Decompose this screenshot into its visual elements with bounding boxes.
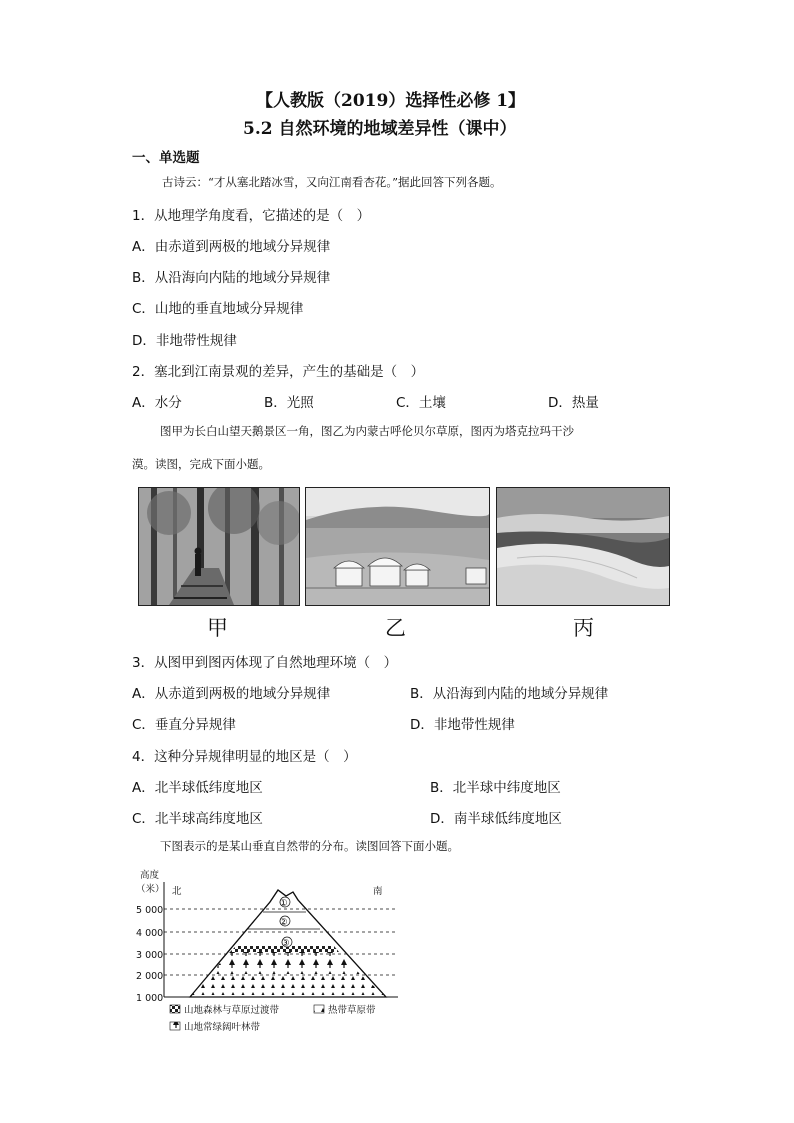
grassland-image: [306, 488, 489, 605]
zone-1-label: ①: [279, 898, 288, 909]
question-2-option-b[interactable]: B．光照: [264, 395, 314, 411]
photo-grassland: [305, 487, 490, 606]
lesson-title: 5.2 自然环境的地域差异性（课中）: [243, 119, 517, 139]
question-2-stem: 2．塞北到江南景观的差异，产生的基础是（ ）: [132, 364, 425, 380]
question-2-option-d[interactable]: D．热量: [548, 395, 599, 411]
intro-photos-line1: 图甲为长白山望天鹅景区一角，图乙为内蒙古呼伦贝尔草原，图丙为塔克拉玛干沙: [160, 424, 574, 438]
zone-3-label: ③: [281, 938, 290, 949]
question-1-option-d[interactable]: D．非地带性规律: [132, 333, 237, 349]
intro-diagram: 下图表示的是某山垂直自然带的分布。读图回答下面小题。: [160, 839, 459, 853]
question-3-option-d[interactable]: D．非地带性规律: [410, 717, 515, 733]
question-3-option-a[interactable]: A．从赤道到两极的地域分异规律: [132, 686, 331, 702]
question-2-option-a[interactable]: A．水分: [132, 395, 182, 411]
zone-2-label: ②: [279, 917, 288, 928]
legend-evergreen: 山地常绿阔叶林带: [184, 1022, 261, 1033]
tick-1000: 1 000: [136, 993, 164, 1004]
question-4-option-d[interactable]: D．南半球低纬度地区: [430, 811, 562, 827]
question-2-option-c[interactable]: C．土壤: [396, 395, 446, 411]
section-heading: 一、单选题: [132, 150, 200, 166]
intro-photos-line2: 漠。读图，完成下面小题。: [132, 457, 270, 471]
question-3-stem: 3．从图甲到图丙体现了自然地理环境（ ）: [132, 655, 398, 671]
photo-caption-jia: 甲: [207, 616, 228, 640]
south-label: 南: [373, 886, 383, 897]
photo-caption-yi: 乙: [385, 616, 406, 640]
y-axis-label: 高度: [140, 870, 160, 881]
y-axis-unit: （米）: [136, 884, 165, 895]
legend-transition: 山地森林与草原过渡带: [184, 1005, 280, 1016]
photo-caption-bing: 丙: [573, 616, 594, 640]
desert-image: [497, 488, 669, 605]
question-1-option-c[interactable]: C．山地的垂直地域分异规律: [132, 301, 304, 317]
question-1-option-a[interactable]: A．由赤道到两极的地域分异规律: [132, 239, 331, 255]
north-label: 北: [172, 886, 182, 897]
tick-5000: 5 000: [136, 905, 164, 916]
mountain-zone-diagram: [130, 862, 400, 1038]
question-4-option-a[interactable]: A．北半球低纬度地区: [132, 780, 263, 796]
photo-desert: [496, 487, 670, 606]
question-1-stem: 1．从地理学角度看，它描述的是（ ）: [132, 208, 371, 224]
legend-savanna: 热带草原带: [328, 1005, 376, 1016]
forest-image: [139, 488, 299, 605]
tick-4000: 4 000: [136, 928, 164, 939]
question-4-option-c[interactable]: C．北半球高纬度地区: [132, 811, 263, 827]
tick-2000: 2 000: [136, 971, 164, 982]
question-3-option-c[interactable]: C．垂直分异规律: [132, 717, 236, 733]
question-3-option-b[interactable]: B．从沿海到内陆的地域分异规律: [410, 686, 609, 702]
page-title: 【人教版（2019）选择性必修 1】: [256, 91, 526, 111]
intro-poem: 古诗云：“才从塞北踏冰雪，又向江南看杏花。”据此回答下列各题。: [162, 175, 502, 189]
question-4-option-b[interactable]: B．北半球中纬度地区: [430, 780, 561, 796]
tick-3000: 3 000: [136, 950, 164, 961]
photo-forest: [138, 487, 300, 606]
question-1-option-b[interactable]: B．从沿海向内陆的地域分异规律: [132, 270, 331, 286]
question-4-stem: 4．这种分异规律明显的地区是（ ）: [132, 749, 357, 765]
